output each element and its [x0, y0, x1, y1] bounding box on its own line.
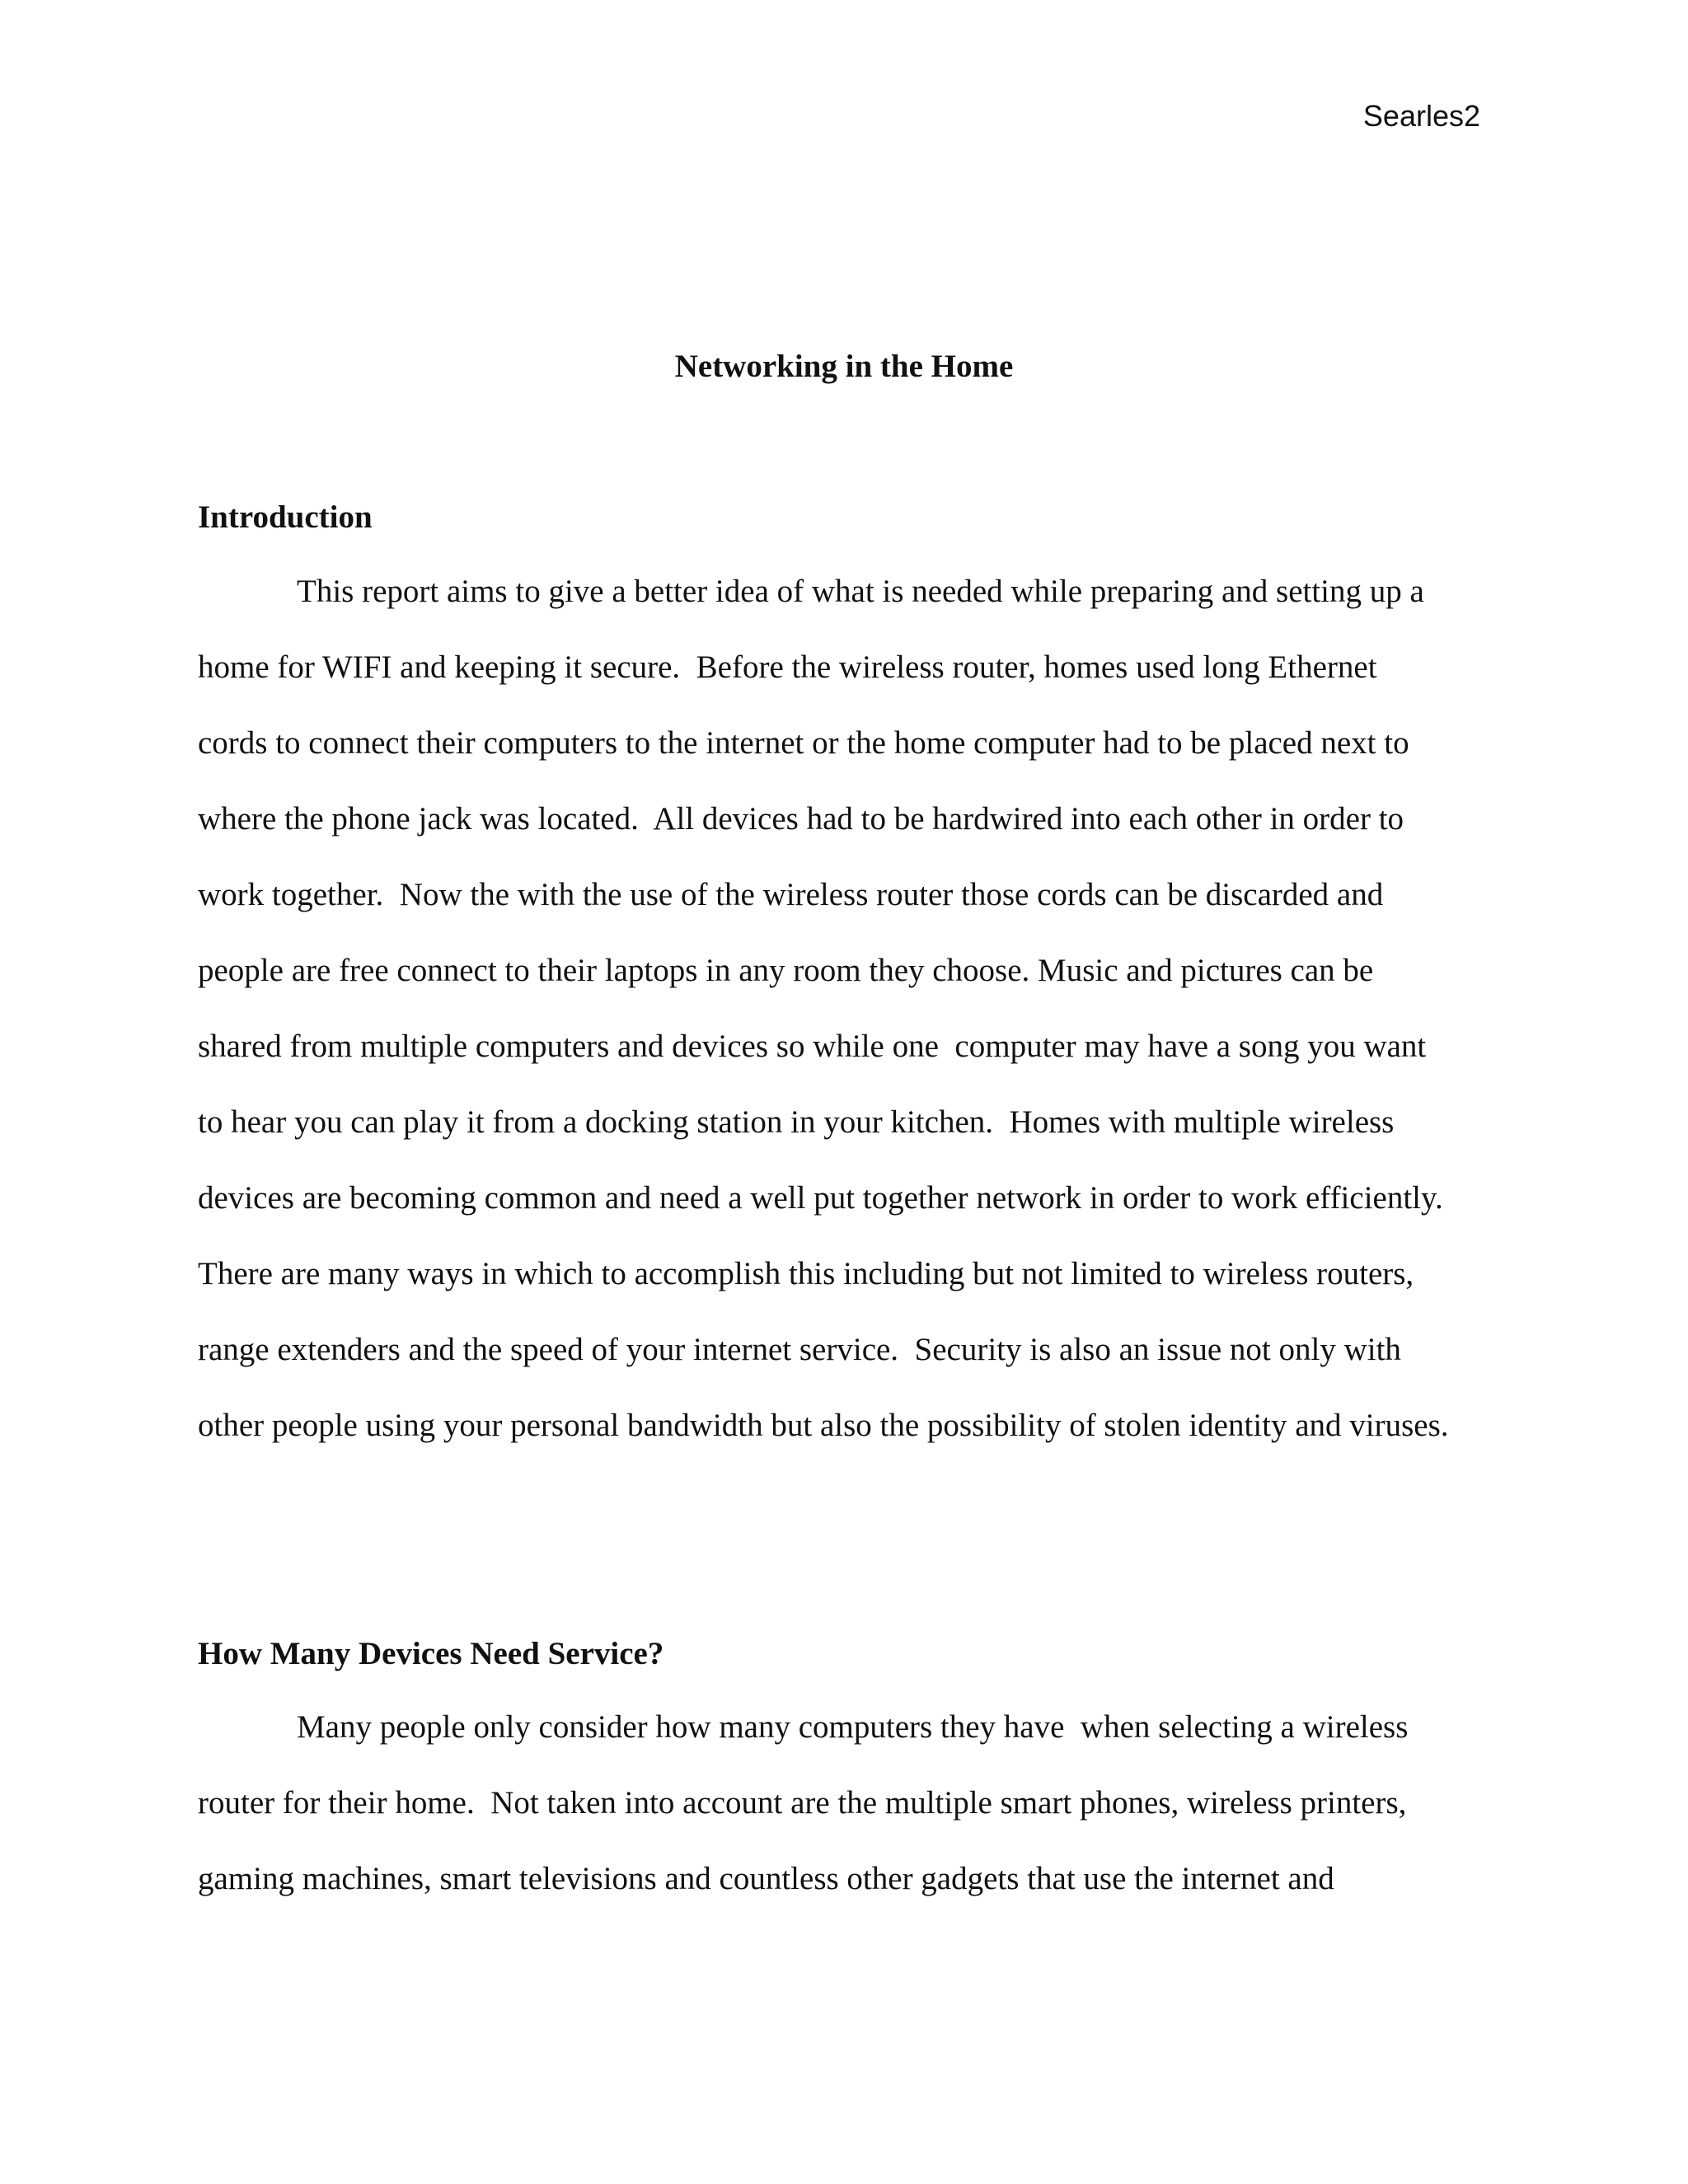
text-line: work together. Now the with the use of the wireless router those cords can be discarded and — [198, 877, 1384, 912]
running-head: Searles2 — [1362, 99, 1480, 133]
text-line: This report aims to give a better idea of what is needed while preparing and setting up a — [297, 574, 1424, 609]
text-line: shared from multiple computers and devices so while one computer may have a song you want — [198, 1029, 1427, 1064]
text-line: Many people only consider how many computers they have when selecting a wireless — [297, 1709, 1409, 1745]
text-line: gaming machines, smart televisions and countless other gadgets that use the internet and — [198, 1861, 1334, 1896]
text-line: to hear you can play it from a docking station in your kitchen. Homes with multiple wireless — [198, 1104, 1395, 1140]
section-body-introduction — [198, 554, 1484, 1464]
text-line: cords to connect their computers to the internet or the home computer had to be placed next to — [198, 725, 1409, 761]
text-line: other people using your personal bandwidth but also the possibility of stolen identity and viruses. — [198, 1408, 1449, 1443]
text-line: home for WIFI and keeping it secure. Before the wireless router, homes used long Ethernet — [198, 649, 1377, 685]
section-heading-introduction: Introduction — [198, 499, 373, 535]
text-line: where the phone jack was located. All devices had to be hardwired into each other in order to — [198, 801, 1404, 837]
text-line: range extenders and the speed of your internet service. Security is also an issue not only with — [198, 1332, 1401, 1367]
text-line: people are free connect to their laptops in any room they choose. Music and pictures can be — [198, 953, 1374, 988]
text-line: There are many ways in which to accomplish this including but not limited to wireless routers, — [198, 1256, 1414, 1291]
text-line: router for their home. Not taken into account are the multiple smart phones, wireless printers, — [198, 1785, 1407, 1821]
document-title: Networking in the Home — [674, 349, 1014, 384]
section-body-devices — [198, 1690, 1484, 1917]
section-heading-devices: How Many Devices Need Service? — [198, 1636, 664, 1671]
text-line: devices are becoming common and need a well put together network in order to work efficiently. — [198, 1180, 1443, 1216]
